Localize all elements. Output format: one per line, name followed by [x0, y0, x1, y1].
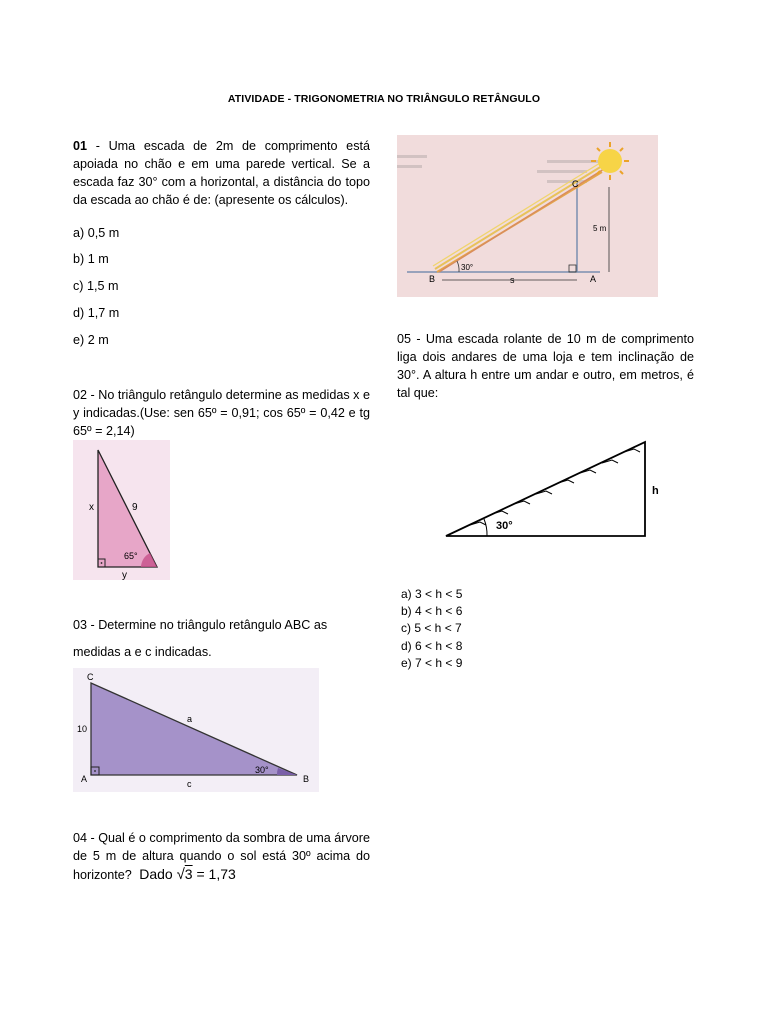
question-01-text: - Uma escada de 2m de comprimento está apoiada no chão e em uma parede vertical. Se a escada faz 30° com a horizontal, a distância do topo da escada ao chão é de: (apresente os cálculos).: [73, 139, 370, 207]
q3-label-A: A: [81, 774, 88, 784]
question-05: 05 - Uma escada rolante de 10 m de comprimento liga dois andares de uma loja e tem inclinação de 30°. A altura h entre um andar e outro, em metros, é tal que:: [397, 332, 694, 400]
q4-given-label: Dado: [139, 866, 173, 882]
q5-option-e: e) 7 < h < 9: [401, 656, 463, 670]
q3-triangle-svg: [73, 668, 319, 792]
q2-label-hyp: 9: [132, 502, 138, 513]
q5-option-a: a) 3 < h < 5: [401, 587, 463, 601]
q5-escalator-figure: [440, 436, 670, 546]
page-title: ATIVIDADE - TRIGONOMETRIA NO TRIÂNGULO RETÂNGULO: [227, 93, 541, 105]
q1-option-e: e) 2 m: [73, 333, 109, 347]
question-02: 02 - No triângulo retângulo determine as medidas x e y indicadas.(Use: sen 65º = 0,91; cos 65º = 0,42 e tg 65º = 2,14): [73, 388, 370, 438]
q4-given-value: [135, 866, 236, 882]
q3-label-c: c: [187, 779, 192, 789]
question-04-text: 04 - Qual é o comprimento da sombra de uma árvore de 5 m de altura quando o sol está 30º acima do horizonte?: [73, 831, 370, 882]
q4-given-number: = 1,73: [196, 866, 236, 882]
q2-triangle-svg: [73, 440, 170, 580]
q5-option-b: b) 4 < h < 6: [401, 604, 463, 618]
q4-label-A: A: [590, 274, 597, 284]
q5-option-d: d) 6 < h < 8: [401, 639, 463, 653]
q2-triangle-figure: [73, 440, 170, 580]
q5-label-h: h: [652, 485, 659, 497]
sqrt-symbol: √: [176, 866, 185, 883]
q4-label-height: 5 m: [593, 224, 607, 233]
q4-label-angle: 30°: [461, 263, 474, 272]
q3-label-side: 10: [77, 724, 88, 734]
question-01-number: 01: [73, 139, 88, 153]
q4-sqrt-argument: 3: [184, 866, 193, 882]
q1-option-d: d) 1,7 m: [73, 306, 120, 320]
question-01: [73, 137, 370, 209]
q3-label-C: C: [87, 672, 94, 682]
question-03-line2: medidas a e c indicadas.: [73, 645, 212, 659]
q3-label-a: a: [187, 714, 193, 724]
q1-option-c: c) 1,5 m: [73, 279, 119, 293]
q4-label-s: s: [510, 275, 515, 285]
question-03-line1: 03 - Determine no triângulo retângulo ABC as: [73, 618, 328, 632]
q5-label-angle: 30°: [496, 520, 513, 532]
q2-label-y: y: [122, 570, 127, 580]
q2-label-x: x: [89, 502, 94, 513]
q2-label-angle: 65°: [124, 551, 138, 561]
q5-option-c: c) 5 < h < 7: [401, 621, 462, 635]
q3-label-angle: 30°: [255, 765, 269, 775]
q1-option-a: a) 0,5 m: [73, 226, 120, 240]
q1-option-b: b) 1 m: [73, 252, 109, 266]
question-04: [73, 829, 370, 884]
q4-sun-figure: [397, 135, 658, 297]
q4-sun-svg: [397, 135, 658, 297]
q4-label-C: C: [572, 179, 579, 189]
q3-label-B: B: [303, 774, 310, 784]
q3-triangle-figure: [73, 668, 319, 792]
q4-label-B: B: [429, 274, 436, 284]
q5-escalator-svg: [440, 436, 670, 546]
